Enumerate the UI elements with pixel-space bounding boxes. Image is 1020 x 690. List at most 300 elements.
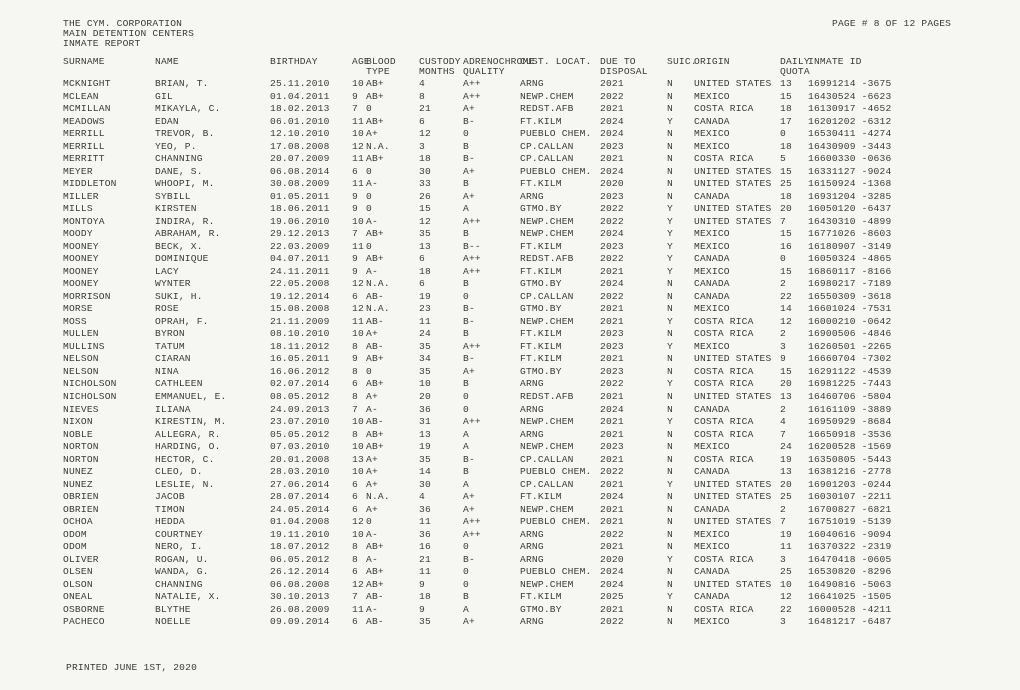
cell-blood: AB- xyxy=(366,340,384,352)
cell-quality: B-- xyxy=(463,240,481,252)
cell-locat: NEWP.CHEM xyxy=(520,90,574,102)
cell-locat: PUEBLO CHEM. xyxy=(520,128,592,140)
cell-birthday: 18.06.2011 xyxy=(270,203,330,215)
cell-due: 2025 xyxy=(600,591,624,603)
cell-blood: A+ xyxy=(366,503,378,515)
cell-origin: CANADA xyxy=(694,403,730,415)
cell-quota: 0 xyxy=(780,128,786,140)
table-row xyxy=(0,579,1020,591)
cell-age: 10 xyxy=(352,466,364,478)
cell-birthday: 17.08.2008 xyxy=(270,140,330,152)
cell-surname: MCMILLAN xyxy=(63,103,111,115)
cell-birthday: 04.07.2011 xyxy=(270,253,330,265)
cell-id: 16991214 -3675 xyxy=(808,78,892,89)
cell-suic: N xyxy=(667,491,673,503)
table-row xyxy=(0,228,1020,240)
cell-suic: N xyxy=(667,278,673,290)
cell-locat: PUEBLO CHEM. xyxy=(520,165,592,177)
cell-age: 12 xyxy=(352,303,364,315)
column-header-custody: MONTHS xyxy=(419,66,455,77)
cell-age: 8 xyxy=(352,365,358,377)
column-header-quality: ADRENOCHROME xyxy=(463,56,535,67)
cell-quota: 18 xyxy=(780,140,792,152)
cell-birthday: 20.07.2009 xyxy=(270,153,330,165)
cell-quota: 10 xyxy=(780,578,792,590)
cell-surname: NUNEZ xyxy=(63,466,93,478)
cell-id: 16050120 -6437 xyxy=(808,203,892,215)
cell-quality: A+ xyxy=(463,503,475,515)
cell-custody: 35 xyxy=(419,453,431,465)
cell-suic: N xyxy=(667,403,673,415)
cell-age: 10 xyxy=(352,215,364,227)
cell-quality: B xyxy=(463,228,469,240)
cell-custody: 18 xyxy=(419,153,431,165)
cell-custody: 15 xyxy=(419,203,431,215)
table-row xyxy=(0,466,1020,478)
cell-birthday: 27.06.2014 xyxy=(270,478,330,490)
cell-locat: NEWP.CHEM xyxy=(520,228,574,240)
cell-surname: MONTOYA xyxy=(63,215,105,227)
cell-due: 2024 xyxy=(600,165,624,177)
cell-origin: UNITED STATES xyxy=(694,578,772,590)
cell-name: BECK, X. xyxy=(155,240,203,252)
cell-age: 9 xyxy=(352,203,358,215)
cell-surname: OSBORNE xyxy=(63,603,105,615)
cell-id: 16460706 -5804 xyxy=(808,391,892,402)
cell-age: 6 xyxy=(352,503,358,515)
cell-quota: 25 xyxy=(780,491,792,503)
cell-age: 10 xyxy=(352,128,364,140)
cell-quality: A++ xyxy=(463,528,481,540)
cell-origin: CANADA xyxy=(694,190,730,202)
cell-due: 2021 xyxy=(600,303,624,315)
cell-due: 2021 xyxy=(600,503,624,515)
cell-quota: 13 xyxy=(780,391,792,402)
cell-origin: CANADA xyxy=(694,566,730,578)
cell-custody: 35 xyxy=(419,365,431,377)
cell-birthday: 15.08.2008 xyxy=(270,303,330,315)
cell-id: 16700827 -6821 xyxy=(808,503,892,515)
cell-age: 9 xyxy=(352,190,358,202)
cell-age: 10 xyxy=(352,78,364,89)
cell-due: 2021 xyxy=(600,103,624,115)
cell-origin: COSTA RICA xyxy=(694,103,754,115)
cell-quota: 9 xyxy=(780,353,786,365)
cell-surname: OBRIEN xyxy=(63,491,99,503)
cell-birthday: 02.07.2014 xyxy=(270,378,330,390)
cell-surname: MILLS xyxy=(63,203,93,215)
column-header-blood: TYPE xyxy=(366,66,390,77)
cell-origin: CANADA xyxy=(694,591,730,603)
cell-name: LACY xyxy=(155,265,179,277)
cell-suic: Y xyxy=(667,553,673,565)
cell-quality: B xyxy=(463,378,469,390)
cell-quality: A xyxy=(463,428,469,440)
cell-age: 12 xyxy=(352,578,364,590)
cell-due: 2020 xyxy=(600,553,624,565)
table-row xyxy=(0,566,1020,578)
cell-birthday: 20.01.2008 xyxy=(270,453,330,465)
cell-origin: MEXICO xyxy=(694,303,730,315)
cell-locat: PUEBLO CHEM. xyxy=(520,566,592,578)
cell-origin: COSTA RICA xyxy=(694,603,754,615)
table-row xyxy=(0,78,1020,90)
cell-custody: 11 xyxy=(419,516,431,528)
cell-name: OPRAH, F. xyxy=(155,315,209,327)
cell-surname: MOONEY xyxy=(63,240,99,252)
cell-birthday: 18.02.2013 xyxy=(270,103,330,115)
cell-quota: 18 xyxy=(780,103,792,115)
cell-age: 12 xyxy=(352,140,364,152)
column-header-id: INMATE ID xyxy=(808,56,862,67)
cell-origin: COSTA RICA xyxy=(694,365,754,377)
cell-quota: 18 xyxy=(780,190,792,202)
cell-suic: N xyxy=(667,303,673,315)
cell-id: 16430310 -4899 xyxy=(808,215,892,227)
cell-surname: ONEAL xyxy=(63,591,93,603)
cell-id: 16901203 -0244 xyxy=(808,478,892,490)
cell-due: 2020 xyxy=(600,178,624,190)
cell-suic: N xyxy=(667,153,673,165)
cell-quota: 0 xyxy=(780,253,786,265)
cell-origin: MEXICO xyxy=(694,541,730,553)
cell-quality: A+ xyxy=(463,103,475,115)
cell-custody: 35 xyxy=(419,228,431,240)
cell-surname: OLSEN xyxy=(63,566,93,578)
cell-blood: N.A. xyxy=(366,278,390,290)
cell-blood: A- xyxy=(366,528,378,540)
table-row xyxy=(0,516,1020,528)
cell-custody: 13 xyxy=(419,428,431,440)
cell-due: 2023 xyxy=(600,365,624,377)
cell-birthday: 06.08.2008 xyxy=(270,578,330,590)
cell-id: 16200528 -1569 xyxy=(808,441,892,453)
cell-id: 16180907 -3149 xyxy=(808,240,892,252)
cell-id: 16000528 -4211 xyxy=(808,603,892,615)
cell-custody: 13 xyxy=(419,240,431,252)
company-name: THE CYM. CORPORATION xyxy=(63,18,183,29)
table-row xyxy=(0,341,1020,353)
table-row xyxy=(0,278,1020,290)
cell-name: DOMINIQUE xyxy=(155,253,209,265)
cell-custody: 10 xyxy=(419,378,431,390)
cell-age: 6 xyxy=(352,165,358,177)
cell-quality: B- xyxy=(463,353,475,365)
cell-origin: UNITED STATES xyxy=(694,203,772,215)
cell-blood: A+ xyxy=(366,391,378,402)
cell-origin: MEXICO xyxy=(694,240,730,252)
cell-custody: 14 xyxy=(419,466,431,478)
cell-surname: MORSE xyxy=(63,303,93,315)
cell-quota: 13 xyxy=(780,78,792,89)
cell-custody: 8 xyxy=(419,90,425,102)
cell-age: 10 xyxy=(352,441,364,453)
cell-locat: FT.KILM xyxy=(520,115,562,127)
cell-quota: 24 xyxy=(780,441,792,453)
cell-suic: N xyxy=(667,391,673,402)
cell-name: BYRON xyxy=(155,328,185,340)
column-header-blood: BLOOD xyxy=(366,56,396,67)
cell-origin: UNITED STATES xyxy=(694,491,772,503)
cell-quota: 2 xyxy=(780,403,786,415)
cell-quality: A xyxy=(463,203,469,215)
cell-name: ABRAHAM, R. xyxy=(155,228,221,240)
cell-blood: A- xyxy=(366,215,378,227)
cell-id: 16550309 -3618 xyxy=(808,290,892,302)
column-header-quota: DAILY xyxy=(780,56,810,67)
cell-name: KIRESTIN, M. xyxy=(155,416,227,428)
cell-due: 2021 xyxy=(600,453,624,465)
cell-blood: A- xyxy=(366,178,378,190)
table-row xyxy=(0,391,1020,403)
cell-custody: 33 xyxy=(419,178,431,190)
cell-surname: OLSON xyxy=(63,578,93,590)
cell-birthday: 30.08.2009 xyxy=(270,178,330,190)
cell-age: 13 xyxy=(352,453,364,465)
cell-name: HEDDA xyxy=(155,516,185,528)
cell-blood: A- xyxy=(366,603,378,615)
cell-birthday: 07.03.2010 xyxy=(270,441,330,453)
cell-suic: N xyxy=(667,78,673,89)
report-title: INMATE REPORT xyxy=(63,38,141,49)
cell-locat: FT.KILM xyxy=(520,353,562,365)
column-header-suic: SUIC. xyxy=(667,56,697,67)
cell-origin: UNITED STATES xyxy=(694,215,772,227)
cell-surname: MOONEY xyxy=(63,265,99,277)
cell-surname: MEADOWS xyxy=(63,115,105,127)
cell-locat: ARNG xyxy=(520,403,544,415)
cell-suic: Y xyxy=(667,315,673,327)
cell-age: 7 xyxy=(352,403,358,415)
cell-quality: B xyxy=(463,140,469,152)
cell-custody: 30 xyxy=(419,478,431,490)
cell-due: 2022 xyxy=(600,203,624,215)
cell-quota: 19 xyxy=(780,528,792,540)
cell-due: 2021 xyxy=(600,78,624,89)
cell-name: TATUM xyxy=(155,340,185,352)
cell-custody: 6 xyxy=(419,278,425,290)
cell-surname: MERRITT xyxy=(63,153,105,165)
cell-suic: N xyxy=(667,190,673,202)
cell-name: LESLIE, N. xyxy=(155,478,215,490)
cell-locat: FT.KILM xyxy=(520,591,562,603)
cell-id: 16751019 -5139 xyxy=(808,516,892,528)
cell-blood: 0 xyxy=(366,240,372,252)
cell-quota: 15 xyxy=(780,165,792,177)
cell-due: 2023 xyxy=(600,190,624,202)
cell-id: 16470418 -0605 xyxy=(808,553,892,565)
cell-surname: MCKNIGHT xyxy=(63,78,111,89)
cell-locat: GTMO.BY xyxy=(520,303,562,315)
cell-quality: A xyxy=(463,603,469,615)
cell-quota: 7 xyxy=(780,516,786,528)
cell-name: NOELLE xyxy=(155,616,191,628)
cell-birthday: 25.11.2010 xyxy=(270,78,330,89)
cell-blood: A+ xyxy=(366,466,378,478)
cell-origin: UNITED STATES xyxy=(694,178,772,190)
cell-due: 2023 xyxy=(600,441,624,453)
cell-quality: A+ xyxy=(463,616,475,628)
cell-birthday: 19.11.2010 xyxy=(270,528,330,540)
cell-age: 11 xyxy=(352,315,364,327)
cell-quality: 0 xyxy=(463,391,469,402)
cell-suic: Y xyxy=(667,240,673,252)
cell-due: 2021 xyxy=(600,265,624,277)
cell-surname: MOSS xyxy=(63,315,87,327)
cell-surname: NOBLE xyxy=(63,428,93,440)
cell-suic: Y xyxy=(667,228,673,240)
cell-custody: 18 xyxy=(419,265,431,277)
cell-suic: Y xyxy=(667,215,673,227)
cell-locat: ARNG xyxy=(520,378,544,390)
cell-custody: 12 xyxy=(419,128,431,140)
cell-suic: N xyxy=(667,441,673,453)
cell-id: 16130917 -4652 xyxy=(808,103,892,115)
cell-blood: AB+ xyxy=(366,78,384,89)
cell-quota: 15 xyxy=(780,265,792,277)
cell-locat: PUEBLO CHEM. xyxy=(520,466,592,478)
cell-locat: FT.KILM xyxy=(520,265,562,277)
cell-name: EMMANUEL, E. xyxy=(155,391,227,402)
cell-custody: 6 xyxy=(419,115,425,127)
cell-locat: FT.KILM xyxy=(520,491,562,503)
cell-name: DANE, S. xyxy=(155,165,203,177)
cell-custody: 19 xyxy=(419,441,431,453)
cell-quality: A++ xyxy=(463,215,481,227)
cell-blood: 0 xyxy=(366,516,372,528)
cell-age: 8 xyxy=(352,553,358,565)
cell-birthday: 24.11.2011 xyxy=(270,265,330,277)
cell-name: CLEO, D. xyxy=(155,466,203,478)
cell-locat: CP.CALLAN xyxy=(520,140,574,152)
cell-name: NINA xyxy=(155,365,179,377)
table-row xyxy=(0,141,1020,153)
cell-quota: 7 xyxy=(780,428,786,440)
cell-quota: 15 xyxy=(780,365,792,377)
cell-name: WHOOPI, M. xyxy=(155,178,215,190)
table-row xyxy=(0,504,1020,516)
cell-quality: A+ xyxy=(463,365,475,377)
cell-birthday: 21.11.2009 xyxy=(270,315,330,327)
cell-blood: AB+ xyxy=(366,541,384,553)
cell-surname: MULLEN xyxy=(63,328,99,340)
table-row xyxy=(0,416,1020,428)
cell-due: 2021 xyxy=(600,516,624,528)
cell-custody: 3 xyxy=(419,140,425,152)
cell-quality: 0 xyxy=(463,290,469,302)
cell-id: 16331127 -9024 xyxy=(808,165,892,177)
cell-locat: PUEBLO CHEM. xyxy=(520,516,592,528)
cell-quality: 0 xyxy=(463,578,469,590)
cell-quality: A+ xyxy=(463,190,475,202)
cell-birthday: 08.10.2010 xyxy=(270,328,330,340)
table-row xyxy=(0,253,1020,265)
cell-custody: 35 xyxy=(419,616,431,628)
cell-id: 16430909 -3443 xyxy=(808,140,892,152)
cell-surname: NIXON xyxy=(63,416,93,428)
cell-locat: ARNG xyxy=(520,541,544,553)
cell-surname: NICHOLSON xyxy=(63,378,117,390)
cell-suic: N xyxy=(667,353,673,365)
page-indicator: PAGE # 8 OF 12 PAGES xyxy=(832,18,952,29)
cell-id: 16660704 -7302 xyxy=(808,353,892,365)
cell-age: 12 xyxy=(352,278,364,290)
cell-due: 2024 xyxy=(600,578,624,590)
cell-name: MIKAYLA, C. xyxy=(155,103,221,115)
cell-id: 16370322 -2319 xyxy=(808,541,892,553)
table-row xyxy=(0,316,1020,328)
cell-name: GIL xyxy=(155,90,173,102)
cell-custody: 11 xyxy=(419,315,431,327)
cell-due: 2024 xyxy=(600,491,624,503)
cell-quality: A++ xyxy=(463,253,481,265)
cell-surname: MERRILL xyxy=(63,140,105,152)
cell-age: 7 xyxy=(352,228,358,240)
cell-age: 11 xyxy=(352,603,364,615)
cell-due: 2024 xyxy=(600,115,624,127)
cell-origin: COSTA RICA xyxy=(694,428,754,440)
table-row xyxy=(0,366,1020,378)
cell-origin: MEXICO xyxy=(694,441,730,453)
cell-origin: COSTA RICA xyxy=(694,153,754,165)
cell-origin: MEXICO xyxy=(694,265,730,277)
cell-blood: 0 xyxy=(366,190,372,202)
cell-suic: Y xyxy=(667,265,673,277)
cell-blood: AB+ xyxy=(366,566,384,578)
cell-due: 2022 xyxy=(600,90,624,102)
cell-due: 2022 xyxy=(600,528,624,540)
cell-name: COURTNEY xyxy=(155,528,203,540)
cell-suic: Y xyxy=(667,203,673,215)
cell-due: 2021 xyxy=(600,541,624,553)
cell-name: TIMON xyxy=(155,503,185,515)
cell-surname: NICHOLSON xyxy=(63,391,117,402)
cell-surname: PACHECO xyxy=(63,616,105,628)
table-row xyxy=(0,191,1020,203)
cell-quota: 15 xyxy=(780,90,792,102)
cell-birthday: 28.07.2014 xyxy=(270,491,330,503)
cell-id: 16490816 -5063 xyxy=(808,578,892,590)
cell-quality: A++ xyxy=(463,340,481,352)
cell-age: 9 xyxy=(352,90,358,102)
cell-custody: 36 xyxy=(419,403,431,415)
cell-quality: B xyxy=(463,466,469,478)
cell-name: BLYTHE xyxy=(155,603,191,615)
cell-surname: OCHOA xyxy=(63,516,93,528)
cell-birthday: 01.04.2011 xyxy=(270,90,330,102)
cell-surname: OLIVER xyxy=(63,553,99,565)
cell-blood: A+ xyxy=(366,328,378,340)
cell-blood: AB- xyxy=(366,290,384,302)
cell-birthday: 18.11.2012 xyxy=(270,340,330,352)
cell-suic: N xyxy=(667,516,673,528)
cell-id: 16771026 -8603 xyxy=(808,228,892,240)
cell-name: SUKI, H. xyxy=(155,290,203,302)
cell-locat: NEWP.CHEM xyxy=(520,503,574,515)
cell-id: 16201202 -6312 xyxy=(808,115,892,127)
cell-blood: A+ xyxy=(366,128,378,140)
table-row xyxy=(0,479,1020,491)
column-header-birthday: BIRTHDAY xyxy=(270,56,318,67)
cell-age: 10 xyxy=(352,416,364,428)
cell-quota: 20 xyxy=(780,378,792,390)
cell-due: 2022 xyxy=(600,616,624,628)
cell-origin: MEXICO xyxy=(694,616,730,628)
cell-origin: COSTA RICA xyxy=(694,416,754,428)
cell-id: 16150924 -1368 xyxy=(808,178,892,190)
cell-name: INDIRA, R. xyxy=(155,215,215,227)
cell-quality: B- xyxy=(463,553,475,565)
